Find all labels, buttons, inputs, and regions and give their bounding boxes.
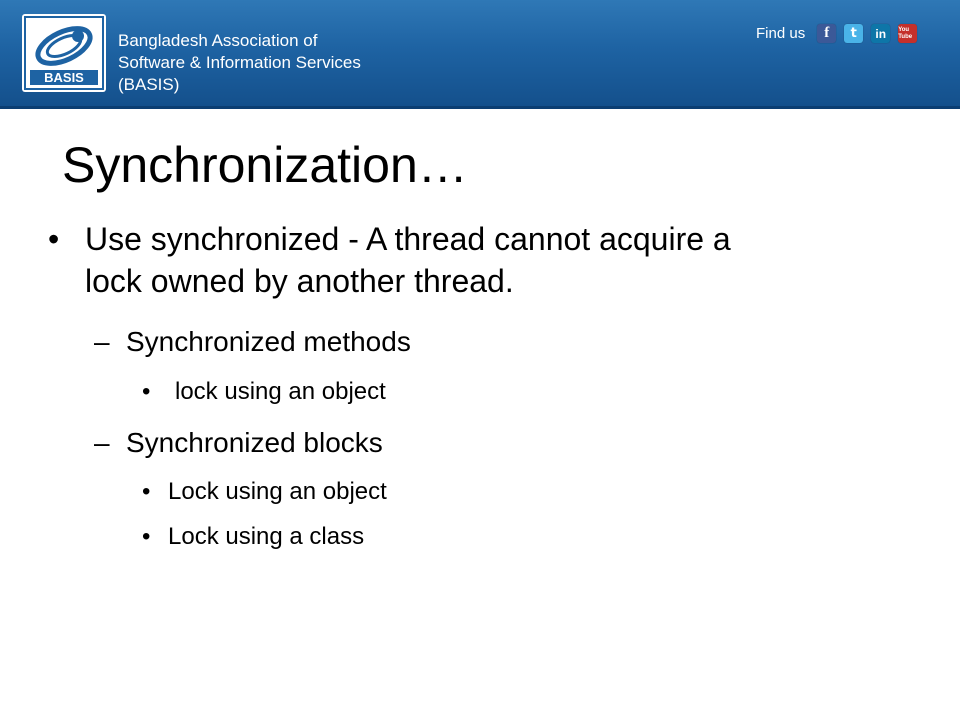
dash-marker: – [94,427,110,458]
facebook-icon[interactable]: f [817,24,836,43]
slide-title: Synchronization… [62,137,468,193]
org-name-line-3: (BASIS) [118,75,180,94]
sub-bullet-methods-text: Synchronized methods [126,326,411,357]
subsub-bullet-lock-class-text: Lock using a class [168,523,365,550]
bullet-marker: • [48,221,60,257]
logo-text: BASIS [44,70,84,85]
bullet-main-line-2: lock owned by another thread. [85,263,514,299]
bullet-main-line-1: Use synchronized - A thread cannot acquire a [85,221,731,257]
subsub-bullet-lock-object-1-text: lock using an object [175,378,386,405]
subsub-bullet-lock-object-2-text: Lock using an object [168,478,387,505]
header-banner [0,0,960,106]
org-name-line-2: Software & Information Services [118,53,361,72]
linkedin-icon[interactable]: in [871,24,890,43]
organization-name [118,30,361,96]
bullet-marker: • [142,523,151,550]
find-us-bar [756,24,917,43]
header-divider [0,106,960,109]
org-name-line-1: Bangladesh Association of [118,31,318,50]
bullet-marker: • [142,378,151,405]
basis-logo [22,14,106,92]
find-us-label: Find us [756,25,806,42]
bullet-marker: • [142,478,151,505]
youtube-icon[interactable]: You Tube [898,24,917,43]
sub-bullet-blocks-text: Synchronized blocks [126,427,383,458]
dash-marker: – [94,326,110,357]
bullet-main-text [85,218,731,302]
twitter-icon[interactable]: t [844,24,863,43]
